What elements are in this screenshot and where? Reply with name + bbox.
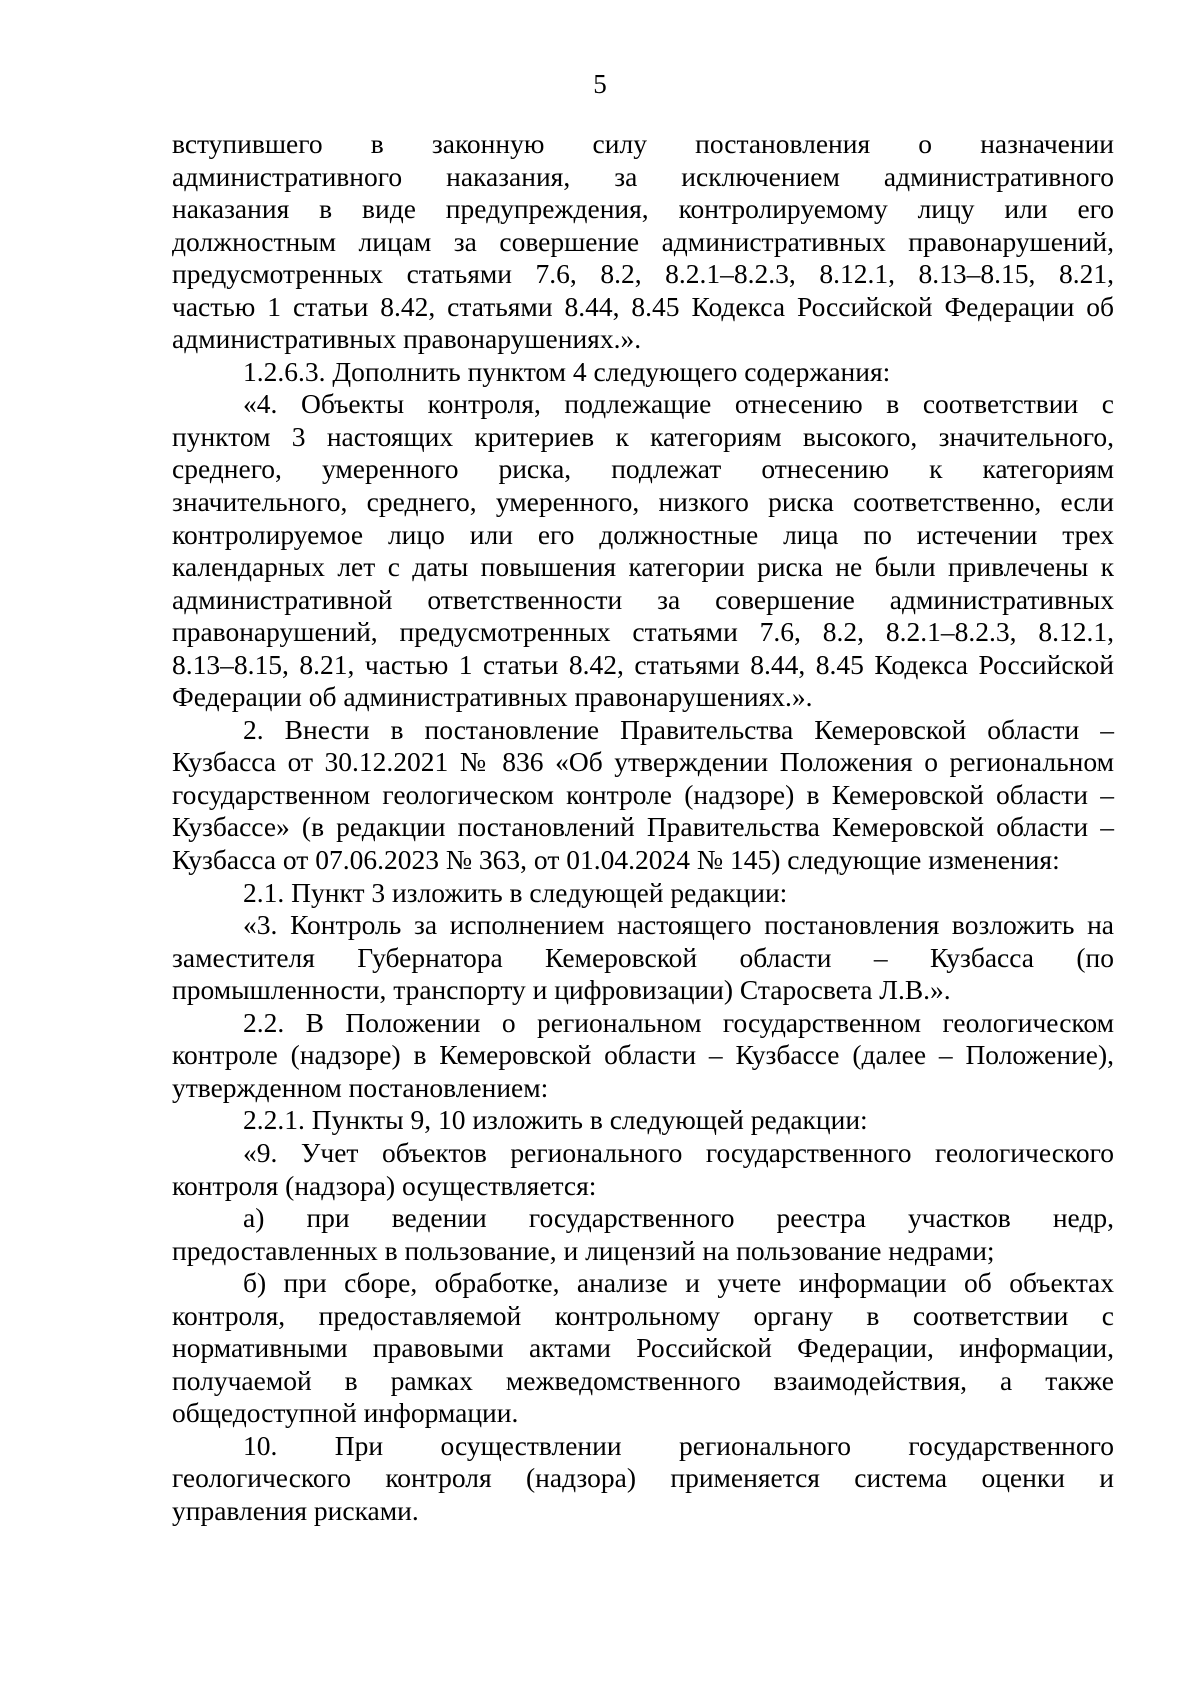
document-body: [172, 128, 1114, 1528]
paragraph: [172, 388, 1114, 713]
text-line: заместителя Губернатора Кемеровской области – Кузбасса (по: [172, 941, 1114, 973]
paragraph: [172, 714, 1114, 877]
text-line: Федерации об административных правонарушениях.».: [172, 681, 813, 713]
text-line: 2.1. Пункт 3 изложить в следующей редакции:: [243, 876, 788, 908]
text-line: б) при сборе, обработке, анализе и учете информации об объектах: [243, 1267, 1114, 1299]
text-line: 8.13–8.15, 8.21, частью 1 статьи 8.42, статьями 8.44, 8.45 Кодекса Российской: [172, 648, 1114, 680]
text-line: вступившего в законную силу постановления о назначении: [172, 128, 1114, 159]
text-line: контролируемое лицо или его должностные лица по истечении трех: [172, 518, 1114, 550]
text-line: частью 1 статьи 8.42, статьями 8.44, 8.45 Кодекса Российской Федерации об: [172, 290, 1114, 322]
text-line: 2. Внести в постановление Правительства Кемеровской области –: [243, 713, 1114, 745]
text-line: должностным лицам за совершение административных правонарушений,: [172, 225, 1114, 257]
text-line: управления рисками.: [172, 1494, 419, 1526]
text-line: нормативными правовыми актами Российской Федерации, информации,: [172, 1332, 1114, 1364]
text-line: 2.2. В Положении о региональном государственном геологическом: [243, 1006, 1114, 1038]
text-line: 2.2.1. Пункты 9, 10 изложить в следующей редакции:: [243, 1104, 868, 1136]
text-line: 1.2.6.3. Дополнить пунктом 4 следующего содержания:: [243, 355, 891, 387]
text-line: правонарушений, предусмотренных статьями 7.6, 8.2, 8.2.1–8.2.3, 8.12.1,: [172, 616, 1114, 648]
text-line: государственном геологическом контроле (надзоре) в Кемеровской области –: [172, 778, 1114, 810]
paragraph: [172, 877, 1114, 910]
text-line: административного наказания, за исключением административного: [172, 160, 1114, 192]
text-line: утвержденном постановлением:: [172, 1071, 549, 1103]
text-line: а) при ведении государственного реестра участков недр,: [243, 1202, 1114, 1234]
text-line: среднего, умеренного риска, подлежат отнесению к категориям: [172, 453, 1114, 485]
text-line: календарных лет с даты повышения категории риска не были привлечены к: [172, 551, 1114, 583]
text-line: наказания в виде предупреждения, контролируемому лицу или его: [172, 193, 1114, 225]
page-number: 5: [593, 69, 607, 99]
paragraph: [172, 909, 1114, 1007]
text-line: промышленности, транспорту и цифровизации) Старосвета Л.В.».: [172, 974, 951, 1006]
paragraph: [172, 1430, 1114, 1528]
text-line: контроля, предоставляемой контрольному органу в соответствии с: [172, 1299, 1114, 1331]
text-line: «9. Учет объектов регионального государственного геологического: [243, 1136, 1114, 1168]
text-line: предусмотренных статьями 7.6, 8.2, 8.2.1–8.2.3, 8.12.1, 8.13–8.15, 8.21,: [172, 258, 1114, 290]
text-line: административной ответственности за совершение административных: [172, 583, 1114, 615]
paragraph: [172, 1137, 1114, 1202]
paragraph: [172, 1104, 1114, 1137]
text-line: Кузбасса от 30.12.2021 № 836 «Об утверждении Положения о региональном: [172, 746, 1114, 778]
text-line: «3. Контроль за исполнением настоящего постановления возложить на: [243, 909, 1114, 941]
text-line: значительного, среднего, умеренного, низкого риска соответственно, если: [172, 486, 1114, 518]
paragraph: [172, 1007, 1114, 1105]
text-line: пунктом 3 настоящих критериев к категориям высокого, значительного,: [172, 420, 1114, 452]
paragraph: [172, 1267, 1114, 1430]
text-line: Кузбасса от 07.06.2023 № 363, от 01.04.2024 № 145) следующие изменения:: [172, 844, 1060, 876]
paragraph: [172, 1202, 1114, 1267]
paragraph: [172, 356, 1114, 389]
text-line: Кузбассе» (в редакции постановлений Правительства Кемеровской области –: [172, 811, 1114, 843]
text-line: геологического контроля (надзора) применяется система оценки и: [172, 1462, 1114, 1494]
text-line: 10. При осуществлении регионального государственного: [243, 1429, 1114, 1461]
text-line: общедоступной информации.: [172, 1397, 519, 1429]
text-line: контроле (надзоре) в Кемеровской области – Кузбассе (далее – Положение),: [172, 1039, 1114, 1071]
text-line: административных правонарушениях.».: [172, 323, 642, 355]
paragraph: [172, 128, 1114, 356]
text-line: предоставленных в пользование, и лицензий на пользование недрами;: [172, 1234, 995, 1266]
text-line: получаемой в рамках межведомственного взаимодействия, а также: [172, 1364, 1114, 1396]
text-line: контроля (надзора) осуществляется:: [172, 1169, 597, 1201]
text-line: «4. Объекты контроля, подлежащие отнесению в соответствии с: [243, 388, 1114, 420]
